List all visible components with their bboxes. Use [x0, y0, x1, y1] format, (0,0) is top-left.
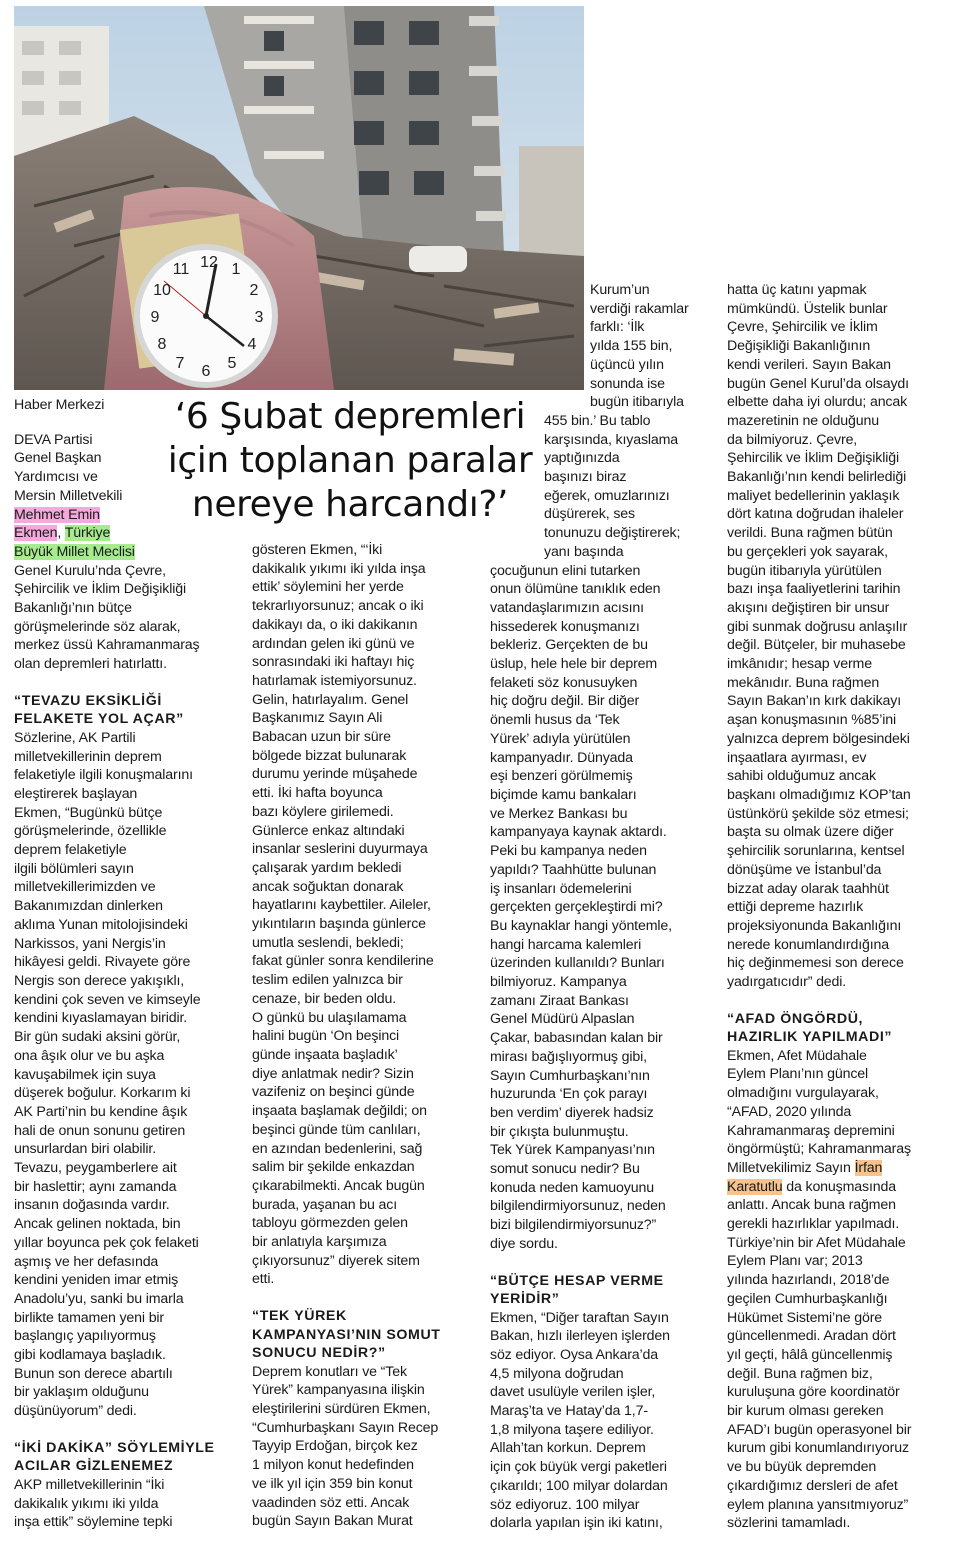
subheading-iki-dakika: “İKİ DAKİKA” SÖYLEMİYLE ACILAR GİZLENEMEZ [14, 1439, 215, 1475]
clock-number: 4 [247, 336, 257, 353]
clock-number: 11 [172, 261, 190, 278]
body-paragraph: çocuğunun elini tutarken onun ölümüne tanıklık eden vatandaşlarımızın acısını hissederek konuşmanızı bekleriz. Gerçekten de bu üslup, hele hele bir deprem felaketi söz konusuyken hiç doğru değil. Bir diğer önemli husus da ‘Tek Yürek’ adıyla yürütülen kampanyadır. Dünyada eşi benzeri görülmemiş biçimde kamu bankaları ve Merkez Bankası bu kampanyaya kaynak aktardı. Peki bu kampanya neden yapıldı? Taahhütte bulunan iş insanları ödemelerini gerçekten gerçekleştirdi mi? Bu kaynaklar hangi yöntemle, hangi harcama kalemleri üzerinden kullanıldı? Bunları bilmiyoruz. Kampanya zamanı Ziraat Bankası Genel Müdürü Alpaslan Çakar, babasından kalan bir mirası bağışlıyormuş gibi, Sayın Cumhurbaşkanı’nın huzurunda ‘En çok parayı ben verdim’ diyerek hadsiz bir çıkışta bulunmuştu. Tek Yürek Kampanyası’nın somut sonucu nedir? Bu konuda neden kamuoyunu bilgilendirmiyorsunuz, neden bizi bilgilendirmiyorsunuz?” diye sordu. [490, 562, 672, 1252]
subheading-tevazu: “TEVAZU EKSİKLİĞİ FELAKETE YOL AÇAR” [14, 692, 184, 728]
body-paragraph: hatta üç katını yapmak mümkündü. Üstelik bunlar Çevre, Şehircilik ve İklim Değişikliği Bakanlığının kendi verileri. Sayın Bakan bugün Genel Kurul’da olsaydı elbette daha iyi olurdu; ancak mazeretinin ne olduğunu da bilmiyoruz. Çevre, Şehircilik ve İklim Değişikliği Bakanlığı’nın kendi belirlediği maliyet bedellerinin yaklaşık dört katına doğrudan ihaleler verildi. Buna rağmen bütün bu gerçekleri yok sayarak, bugün itibarıyla yürütülen bazı inşa faaliyetlerini tarihin akışını değiştiren bir unsur gibi sunmak doğrusu anlaşılır değil. Bütçeler, bir muhasebe imkânıdır; hesap verme mekânıdır. Buna rağmen Sayın Bakan’ın kırk dakikayı aşan konuşmasının %85’ini yalnızca deprem bölgesindeki inşaatlara ayırması, ev sahibi olduğumuz ancak başkanı olmadığımız KOP’tan üstünkörü şekilde söz etmesi; başta su olmak üzere diğer şehircilik sorunlarına, kentsel dönüşüme ve İstanbul’da bizzat aday olarak taahhüt ettiği depreme hazırlık projeksiyonunda Bakanlığını nerede konumlandırdığına hiç değinmemesi son derece yadırgatıcıdır” dedi. [727, 282, 911, 991]
highlight-name-mehmet-emin-ekmen: Mehmet Emin Ekmen [14, 506, 100, 542]
clock-number: 3 [254, 309, 264, 326]
narrow-text-mid: karşısında, kıyaslama yaptığınızda başınızı biraz eğerek, omuzlarınızı düşürerek, ses tonunuzu değiştirerek; yanı başında [544, 431, 681, 560]
body-paragraph: Deprem konutları ve “Tek Yürek” kampanyasına ilişkin eleştirilerini sürdüren Ekmen, “Cumhurbaşkanı Sayın Recep Tayyip Erdoğan, birçok kez 1 milyon konut hedefinden ve ilk yıl için 359 bin konut vaadinden söz etti. Ancak bugün Sayın Bakan Murat [252, 1363, 439, 1530]
narrow-text-line: 455 bin.’ Bu tablo [544, 412, 651, 429]
article-headline: ‘6 Şubat depremleri için toplanan paralar nereye harcandı?’ [167, 396, 533, 525]
clock-number: 12 [200, 254, 218, 271]
clock-number: 10 [153, 282, 171, 299]
body-paragraph [727, 1047, 952, 1533]
clock-number: 5 [227, 355, 237, 372]
highlight-tbmm: Türkiye Büyük Millet Meclisi [14, 525, 135, 560]
comma: , [57, 525, 65, 542]
clock-number: 8 [157, 336, 167, 353]
narrow-text-top: Kurum’un verdiği rakamlar farklı: ‘İlk yılda 155 bin, üçüncü yılın sonunda ise bugün itibarıyla [590, 282, 689, 411]
clock-number: 2 [249, 282, 259, 299]
column-2 [252, 541, 484, 1531]
subheading-butce: “BÜTÇE HESAP VERME YERİDİR” [490, 1272, 664, 1308]
body-text: Ekmen, Afet Müdahale Eylem Planı’nın güncel olmadığını vurgulayarak, “AFAD, 2020 yılında Kahramanmaraş depremini öngörmüştü; Kahramanmaraş Milletvekilimiz Sayın [727, 1047, 911, 1176]
highlight-irfan-karatutlu: İrfan Karatutlu [727, 1159, 883, 1195]
subheading-afad: “AFAD ÖNGÖRDÜ, HAZIRLIK YAPILMADI” [727, 1010, 893, 1046]
subheading-tek-yurek: “TEK YÜREK KAMPANYASI’NIN SOMUT SONUCU NEDİR?” [252, 1308, 441, 1362]
body-paragraph: Ekmen, “Diğer taraftan Sayın Bakan, hızlı ilerleyen işlerden söz ediyor. Oysa Ankara’da 4,5 milyona doğrudan davet usulüyle verilen işler, Maraş’ta ve Hatay’da 1,7- 1,8 milyona taşere ediliyor. Allah’tan korkun. Deprem için çok büyük vergi paketleri çıkarıldı; 100 milyar dolardan söz ediyoruz. 100 milyar dolarla yapılan işin iki katını, [490, 1309, 670, 1532]
body-paragraph: AKP milletvekillerinin “İki dakikalık yıkımı iki yılda inşa ettik” söylemine tepki [14, 1476, 173, 1531]
clock-number: 1 [231, 261, 241, 278]
column-1 [14, 396, 239, 1532]
intro-text: DEVA Partisi Genel Başkan Yardımcısı ve Mersin Milletvekili [14, 431, 123, 504]
intro-paragraph [14, 431, 239, 674]
column-3 [490, 281, 715, 1533]
byline: Haber Merkezi [14, 397, 105, 413]
clock-number: 6 [201, 363, 211, 380]
column-4 [727, 281, 952, 1533]
body-text-continued: da konuşmasında anlattı. Ancak buna rağmen gerekli hazırlıklar yapılmadı. Türkiye’nin bir Afet Müdahale Eylem Planı var; 2013 yılında hazırlandı, 2018’de geçilen Cumhurbaşkanlığı Hükümet Sistemi’ne göre güncellenmedi. Aradan dört yıl geçti, hâlâ güncellenmiş değil. Buna rağmen biz, kuruluşuna göre koordinatör bir kurum olması gereken AFAD’ı bugün operasyonel bir kurum gibi konumlandırıyoruz ve bu büyük depremden çıkardığımız dersleri de afet eylem planına yansıtmıyoruz” sözlerini tamamladı. [727, 1178, 912, 1532]
clock-number: 9 [150, 309, 160, 326]
clock-number: 7 [175, 355, 185, 372]
intro-text-continued: Genel Kurulu’nda Çevre, Şehircilik ve İklim Değişikliği Bakanlığı’nın bütçe görüşmelerinde söz alarak, merkez üssü Kahramanmaraş olan depremleri hatırlattı. [14, 562, 200, 673]
body-paragraph: Sözlerine, AK Partili milletvekillerinin deprem felaketiyle ilgili konuşmalarını eleştirerek başlayan Ekmen, “Bugünkü bütçe görüşmelerinde, özellikle deprem felaketiyle ilgili bölümleri sayın milletvekillerimizden ve Bakanımızdan dinlerken aklıma Yunan mitolojisindeki Narkissos, yani Nergis’in hikâyesi geldi. Rivayete göre Nergis son derece yakışıklı, kendini çok seven ve kimseyle kendini kıyaslamayan biridir. Bir gün sudaki aksini görür, ona âşık olur ve bu aşka kavuşabilmek için suya düşerek boğulur. Korkarım ki AK Parti’nin bu kendine âşık hali de onun sonunu getiren unsurlardan biri olabilir. Tevazu, peygamberlere ait bir haslettir; aynı zamanda insanın doğasında vardır. Ancak gelinen noktada, bin yıllar boyunca pek çok felaketi aşmış ve her defasında kendini yeniden imar etmiş Anadolu’yu, sanki bu imarla birlikte tamamen yeni bir başlangıç yapılıyormuş gibi kodlamaya başladık. Bunun son derece abartılı bir yaklaşım olduğunu düşünüyorum” dedi. [14, 729, 201, 1420]
body-paragraph: gösteren Ekmen, “‘İki dakikalık yıkımı iki yılda inşa ettik’ söylemini her yerde tekrarlıyorsunuz; ancak o iki dakikayı da, o iki dakikanın ardından gelen iki günü ve sonrasındaki iki haftayı hiç hatırlamak istemiyorsunuz. Gelin, hatırlayalım. Genel Başkanımız Sayın Ali Babacan uzun bir süre bölgede bizzat bulunarak durumu yerinde müşahede etti. İki hafta boyunca bazı köylere girilemedi. Günlerce enkaz altındaki insanlar seslerini duyurmaya çalışarak yardım bekledi ancak soğuktan donarak hayatlarını kaybettiler. Aileler, yıkıntıların başında günlerce umutla seslendi, bekledi; fakat günler sonra kendilerine teslim edilen yalnızca bir cenaze, bir beden oldu. O günkü bu ulaşılamama halini bugün ‘On beşinci günde inşaata başladık’ diye anlatmak nedir? Sizin vazifeniz on beşinci günde inşaata başlamak değildi; on beşinci günde tüm canlıları, en azından bedenlerini, sağ salim bir şekilde enkazdan çıkarabilmekti. Ancak bugün burada, yaşanan bu acı tabloyu görmezden gelen bir anlatıyla karşımıza çıkıyorsunuz” diyerek sitem etti. [252, 542, 434, 1288]
